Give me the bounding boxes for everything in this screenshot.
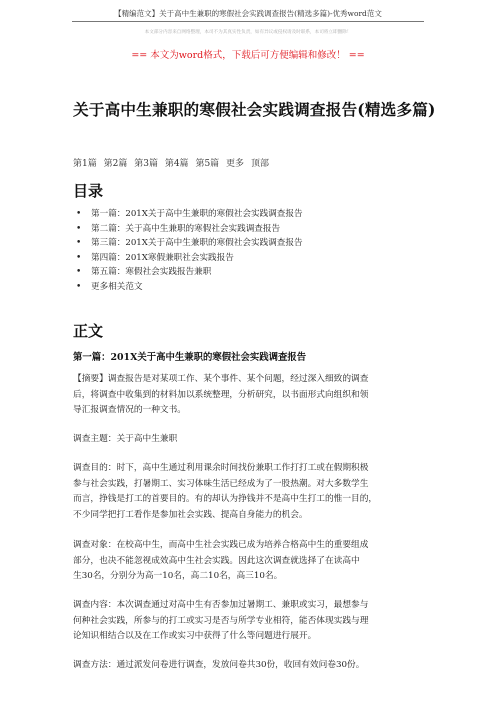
nav-link-2[interactable]: 第2篇	[103, 159, 128, 169]
text-line: 【摘要】调查报告是对某项工作、某个事件、某个问题，经过深入细致的调查	[73, 374, 369, 384]
text-line: 参与社会实践，打暑期工、实习体味生活已经成为了一股热潮。对大多数学生	[73, 478, 369, 489]
body-heading: 正文	[73, 322, 104, 340]
text-line: 调查方法：通过派发问卷进行调查，发放问卷共30份，收回有效问卷30份。	[73, 660, 365, 670]
article-heading: 第一篇：201X关于高中生兼职的寒假社会实践调查报告	[73, 352, 307, 363]
toc-list	[73, 207, 303, 294]
nav-link-5[interactable]: 第5篇	[195, 159, 220, 169]
section-nav	[73, 156, 273, 169]
subjects-paragraph	[73, 538, 433, 585]
nav-link-3[interactable]: 第3篇	[134, 159, 158, 169]
text-line: 生30名，分别分为高一10名，高二10名，高三10名。	[73, 571, 283, 581]
nav-link-more[interactable]: 更多	[226, 159, 245, 169]
toc-heading: 目录	[73, 182, 104, 200]
toc-item[interactable]: • 第三篇：201X关于高中生兼职的寒假社会实践调查报告	[73, 236, 303, 251]
toc-item[interactable]: • 第二篇：关于高中生兼职的寒假社会实践调查报告	[73, 222, 303, 237]
header-disclaimer: 本文部分内容来自网络整理，本司不为其真实性负责，如有异议或侵权请及时联系，本司将立即删除！	[144, 30, 352, 35]
toc-item[interactable]: • 第一篇：201X关于高中生兼职的寒假社会实践调查报告	[73, 207, 303, 222]
format-banner: == 本文为word格式，下载后可方便编辑和修改！ ==	[131, 50, 365, 61]
text-line: 而言，挣钱是打工的首要目的。有的却认为挣钱并不是高中生打工的惟一目的，	[73, 494, 378, 504]
text-line: 不少同学把打工看作是参加社会实践、提高自身能力的机会。	[73, 509, 308, 520]
content-paragraph	[73, 598, 433, 645]
text-line: 调查主题：关于高中生兼职	[73, 434, 178, 444]
method-paragraph	[73, 658, 433, 674]
text-line: 何种社会实践，所参与的打工或实习是否与所学专业相符，能否体现实践与理	[73, 615, 369, 626]
abstract-paragraph	[73, 372, 433, 419]
text-line: 调查内容：本次调查通过对高中生有否参加过暑期工、兼职或实习，最想参与	[73, 600, 369, 610]
text-line: 导汇报调查情况的一种文书。	[73, 405, 186, 415]
topic-paragraph	[73, 432, 433, 448]
text-line: 调查目的：时下，高中生通过利用课余时间找份兼职工作打打工或在假期积极	[73, 463, 369, 473]
purpose-paragraph	[73, 461, 433, 523]
document-title: 关于高中生兼职的寒假社会实践调查报告(精选多篇)	[73, 100, 436, 119]
text-line: 论知识相结合以及在工作或实习中获得了什么等问题进行展开。	[73, 631, 317, 641]
text-line: 后，将调查中收集到的材料加以系统整理，分析研究，以书面形式向组织和领	[73, 389, 369, 400]
nav-link-4[interactable]: 第4篇	[164, 159, 189, 169]
nav-link-1[interactable]: 第1篇	[73, 159, 97, 169]
page-header-title: 【精编范文】关于高中生兼职的寒假社会实践调查报告(精选多篇)-优秀word范文	[114, 9, 382, 18]
text-line: 部分，也决不能忽视成效高中生社会实践。因此这次调查就选择了在读高中	[73, 555, 360, 566]
toc-item[interactable]: • 更多相关范文	[73, 280, 303, 295]
header-divider	[72, 21, 424, 22]
text-line: 调查对象：在校高中生，而高中生社会实践已成为培养合格高中生的重要组成	[73, 540, 369, 550]
toc-item[interactable]: • 第五篇：寒假社会实践报告兼职	[73, 265, 303, 280]
toc-item[interactable]: • 第四篇：201X寒假兼职社会实践报告	[73, 251, 303, 266]
nav-link-top[interactable]: 顶部	[250, 159, 269, 169]
